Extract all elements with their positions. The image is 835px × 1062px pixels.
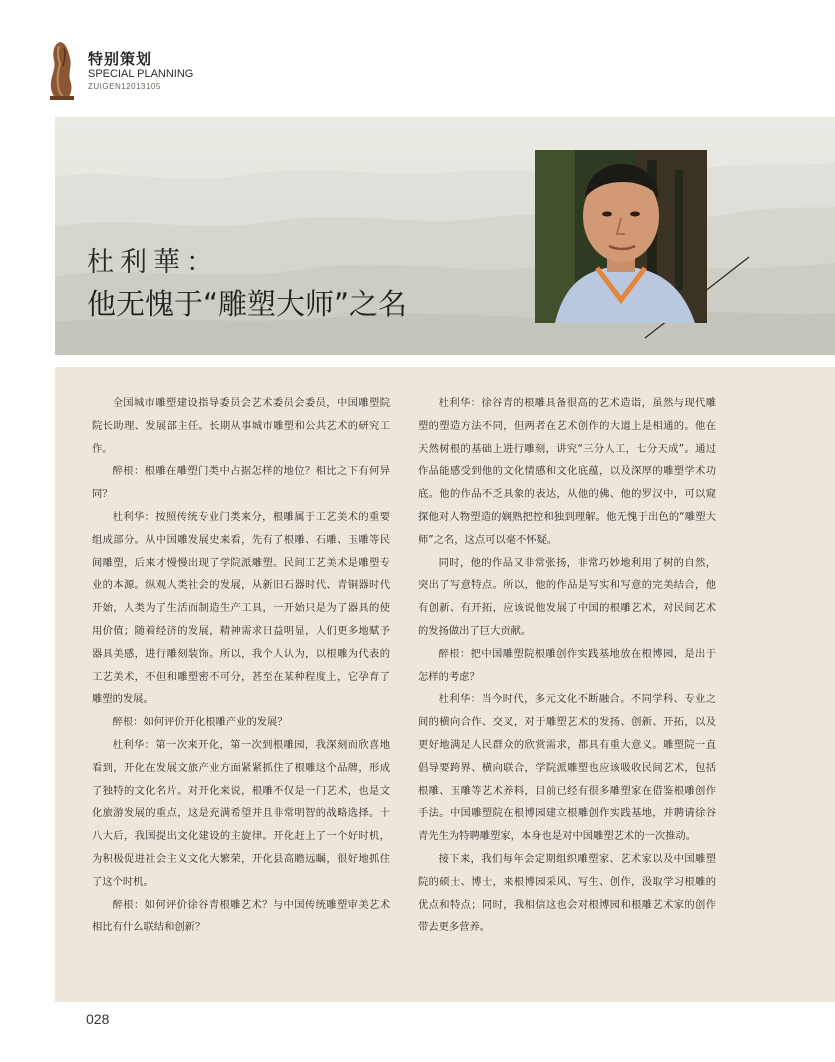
paragraph: 醉根：根雕在雕塑门类中占据怎样的地位？相比之下有何异同？ [92,465,391,501]
article-column-left [92,392,390,939]
title-headline: 他无愧于“雕塑大师”之名 [87,287,408,321]
paragraph: 接下来，我们每年会定期组织雕塑家、艺术家以及中国雕塑院的硕士、博士，来根博园采风、写生、创作，汲取学习根雕的优点和特点；同时，我相信这也会对根博园和根雕艺术家的创作带去更多营养。 [418,852,716,934]
section-header [88,50,193,92]
paragraph: 醉根：如何评价开化根雕产业的发展？ [112,716,288,729]
page-number: 028 [86,1011,110,1027]
paragraph: 全国城市雕塑建设指导委员会艺术委员会委员，中国雕塑院院长助理、发展部主任。长期从事城市雕塑和公共艺术的研究工作。 [92,397,390,455]
speaker-label: 醉根： [112,465,145,478]
issue-code: ZUIGEN12013105 [88,82,161,91]
paragraph: 杜利华：第一次来开化，第一次到根雕园，我深刻而欣喜地看到，开化在发展文旅产业方面紧紧抓住了根雕这个品牌，形成了独特的文化名片。对开化来说，根雕不仅是一门艺术，也是文化旅游发展的重点，这是充满希望并且非常明智的战略选择。十八大后，我国提出文化建设的主旋律。开化赶上了一个好时机，为积极促进社会主义文化大繁荣，开化县高瞻远瞩，很好地抓住了这个时机。 [92,738,391,888]
paragraph: 杜利华：徐谷青的根雕具备很高的艺术造诣，虽然与现代雕塑的塑造方法不同，但两者在艺术创作的大道上是相通的。他在天然树根的基础上进行雕刻，讲究“三分人工，七分天成”。通过作品能感受到他的文化情感和文化底蕴，以及深厚的雕塑学术功底。他的作品不乏具象的表达，从他的佛、他的罗汉中，可以窥探他对人物塑造的娴熟把控和独到理解。他无愧于出色的“雕塑大师”之名，这点可以毫不怀疑。 [418,397,717,546]
paragraph: 杜利华：当今时代，多元文化不断融合。不同学科、专业之间的横向合作、交叉，对于雕塑艺术的发扬、创新、开拓，以及更好地满足人民群众的欣赏需求，都具有重大意义。雕塑院一直倡导要跨界、横向联合，学院派雕塑也应该吸收民间艺术，包括根雕、玉雕等艺术养料，目前已经有很多雕塑家在借鉴根雕创作手法。中国雕塑院在根博园建立根雕创作实践基地，并聘请徐谷青先生为特聘雕塑家，本身也是对中国雕塑艺术的一次推动。 [418,693,717,843]
paragraph: 醉根：把中国雕塑院根雕创作实践基地放在根博园，是出于怎样的考虑？ [418,647,717,683]
speaker-label: 醉根： [438,647,471,660]
speaker-label: 杜利华： [112,510,156,523]
title-name: 杜利華： [87,247,219,278]
section-title-cn: 特别策划 [88,50,153,68]
article-column-right [418,392,716,939]
paragraph: 杜利华：按照传统专业门类来分，根雕属于工艺美术的重要组成部分。从中国雕发展史来看，先有了根雕、石雕、玉雕等民间雕塑，后来才慢慢出现了学院派雕塑。民间工艺美术是雕塑专业的本源。纵观人类社会的发展，从新旧石器时代、青铜器时代开始，人类为了生活而制造生产工具，一开始只是为了器具的使用价值；随着经济的发展，精神需求日益明显，人们更多地赋予器具美感，进行雕刻装饰。所以，我个人认为，以根雕为代表的工艺美术，不但和雕塑密不可分，甚至在某种程度上，它孕育了雕塑的发展。 [92,510,391,706]
speaker-label: 杜利华： [438,397,482,409]
article-title [87,245,407,325]
section-title-en: SPECIAL PLANNING [88,68,194,80]
title-banner [55,117,835,355]
portrait-photo [535,150,707,323]
paragraph: 同时，他的作品又非常张扬，非常巧妙地利用了树的自然，突出了写意特点。所以，他的作品是写实和写意的完美结合，他有创新、有开拓，应该说他发展了中国的根雕艺术，对民间艺术的发扬做出了巨大贡献。 [418,556,716,637]
root-sculpture-icon [46,40,78,100]
speaker-label: 醉根： [112,898,145,911]
paragraph: 醉根：如何评价徐谷青根雕艺术？与中国传统雕塑审美艺术相比有什么联结和创新？ [92,898,391,934]
speaker-label: 杜利华： [112,738,156,751]
speaker-label: 杜利华： [438,693,482,706]
speaker-label: 醉根： [112,716,144,729]
